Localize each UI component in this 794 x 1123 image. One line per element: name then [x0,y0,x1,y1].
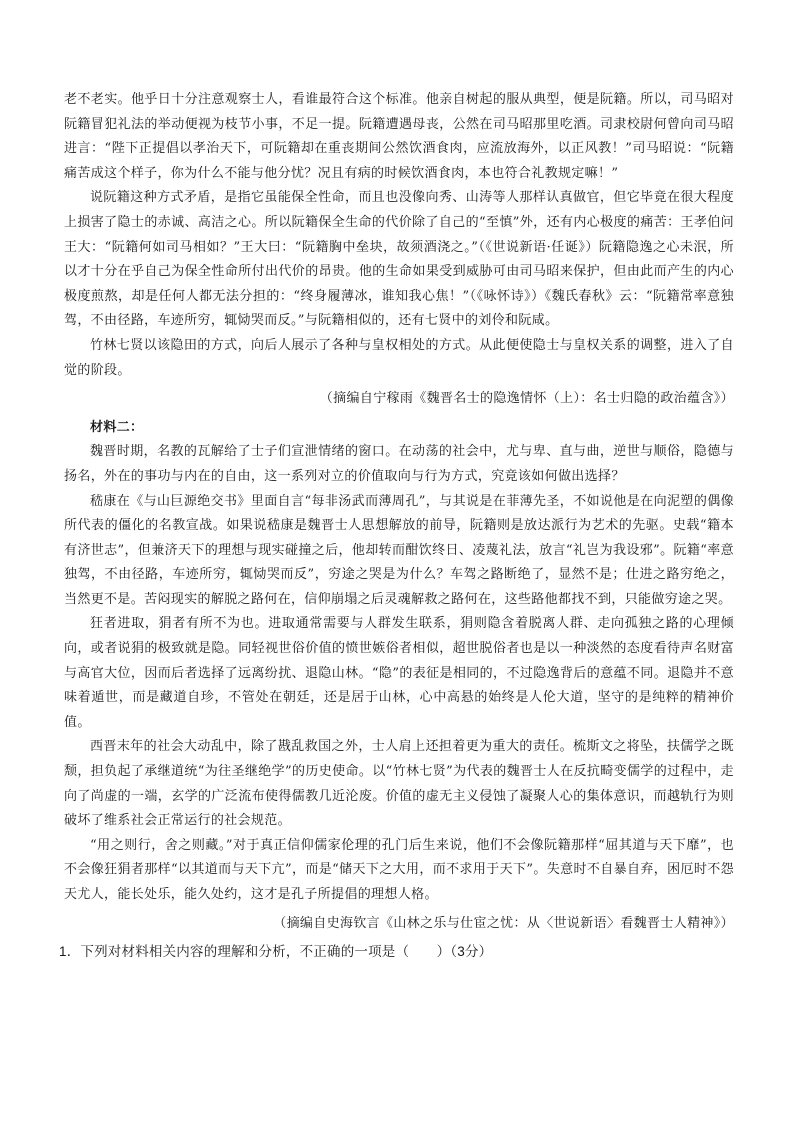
paragraph-1: 老不老实。他乎日十分注意观察士人，看谁最符合这个标准。他亲自树起的服从典型，便是阮籍。所以，司马昭对阮籍冒犯礼法的举动便视为枝节小事，不足一提。阮籍遭遇母丧，公然在司马昭那里吃酒。司隶校尉何曾向司马昭进言：“陛下正提倡以孝治天下，可阮籍却在重丧期间公然饮酒食肉，应流放海外，以正风教！”司马昭说：“阮籍痛苦成这个样子，你为什么不能与他分忧？况且有病的时候饮酒食肉，本也符合礼教规定嘛！” [64,92,734,181]
passage-body [59,88,734,965]
paragraph-4: 魏晋时期，名教的瓦解给了士子们宣泄情绪的窗口。在动荡的社会中，尤与卑、直与曲，逆世与顺俗，隐德与扬名，外在的事功与内在的自由，这一系列对立的价值取向与行为方式，究竟该如何做出选择？ [64,444,734,484]
paragraph-7: 西晋末年的社会大动乱中，除了戡乱救国之外，士人肩上还担着更为重大的责任。梳斯文之将坠，扶儒学之既颓，担负起了承继道统“为往圣继绝学”的历史使命。以“竹林七贤”为代表的魏晋士人在反抗畸变儒学的过程中，走向了尚虚的一端，玄学的广泛流布使得儒教几近沦废。价值的虚无主义侵蚀了凝聚人心的集体意识，而越轨行为则破坏了维系社会正常运行的社会规范。 [64,739,734,829]
question-1: 1．下列对材料相关内容的理解和分析，不正确的一项是（ ）（3分） [59,944,493,960]
paragraph-5: 嵇康在《与山巨源绝交书》里面自言“每非汤武而薄周孔”，与其说是在菲薄先圣，不如说他是在向泥塑的偶像所代表的僵化的名教宣战。如果说嵇康是魏晋士人思想解放的前导，阮籍则是放达派行为艺术的先驱。史载“籍本有济世志”，但兼济天下的理想与现实碰撞之后，他却转而酣饮终日、凌蔑礼法，放言“礼岂为我设邪”。阮籍“率意独驾，不由径路，车迹所穷，辄恸哭而反”，穷途之哭是为什么？车驾之路断绝了，显然不是；仕进之路穷绝之，当然更不是。苦闷现实的解脱之路何在，信仰崩塌之后灵魂解救之路何在，这些路他都找不到，只能做穷途之哭。 [64,493,734,607]
paragraph-8: “用之则行，舍之则藏。”对于真正信仰儒家伦理的孔门后生来说，他们不会像阮籍那样“屈其道与天下靡”，也不会像狂狷者那样“以其道而与天下亢”，而是“储天下之大用，而不求用于天下”。失意时不自暴自弃，困厄时不怨天尤人，能长处乐，能久处约，这才是孔子所提倡的理想人格。 [64,837,734,902]
material-two-heading: 材料二： [90,419,144,435]
paragraph-2: 说阮籍这种方式矛盾，是指它虽能保全性命，而且也没像向秀、山涛等人那样认真做官，但它毕竟在很大程度上损害了隐士的赤诚、高洁之心。所以阮籍保全生命的代价除了自己的“至慎”外，还有内心极度的痛苦：王孝伯问王大：“阮籍何如司马相如？”王大曰：“阮籍胸中垒块，故须酒浇之。”（《世说新语·任诞》）阮籍隐逸之心未泯，所以才十分在乎自己为保全性命所付出代价的昂贵。他的生命如果受到威胁可由司马昭来保护，但由此而产生的内心极度煎熬，却是任何人都无法分担的：“终身履薄冰，谁知我心焦！”（《咏怀诗》）《魏氏春秋》云：“阮籍常率意独驾，不由径路，车迹所穷，辄恸哭而反。”与阮籍相似的，还有七贤中的刘伶和阮咸。 [64,190,734,329]
paragraph-3: 竹林七贤以该隐田的方式，向后人展示了各种与皇权相处的方式。从此便使隐士与皇权关系的调整，进入了自觉的阶段。 [64,337,734,378]
paragraph-6: 狂者进取，狷者有所不为也。进取通常需要与人群发生联系，狷则隐含着脱离人群、走向孤独之路的心理倾向，或者说狷的极致就是隐。同轻视世俗价值的愤世嫉俗者相似，超世脱俗者也是以一种淡然的态度看待声名财富与高官大位，因而后者选择了远离纷扰、退隐山林。“隐”的表征是相同的，不过隐逸背后的意蕴不同。退隐并不意味着遁世，而是藏道自珍，不管处在朝廷，还是居于山林，心中高悬的始终是人伦大道，坚守的是纯粹的精神价值。 [64,616,734,730]
source-citation-1: （摘编自宁稼雨《魏晋名士的隐逸情怀（上）：名士归隐的政治蕴含》） [319,391,734,407]
source-citation-2: （摘编自史海钦言《山林之乐与仕宦之忧：从〈世说新语〉看魏晋士人精神》） [273,915,734,931]
